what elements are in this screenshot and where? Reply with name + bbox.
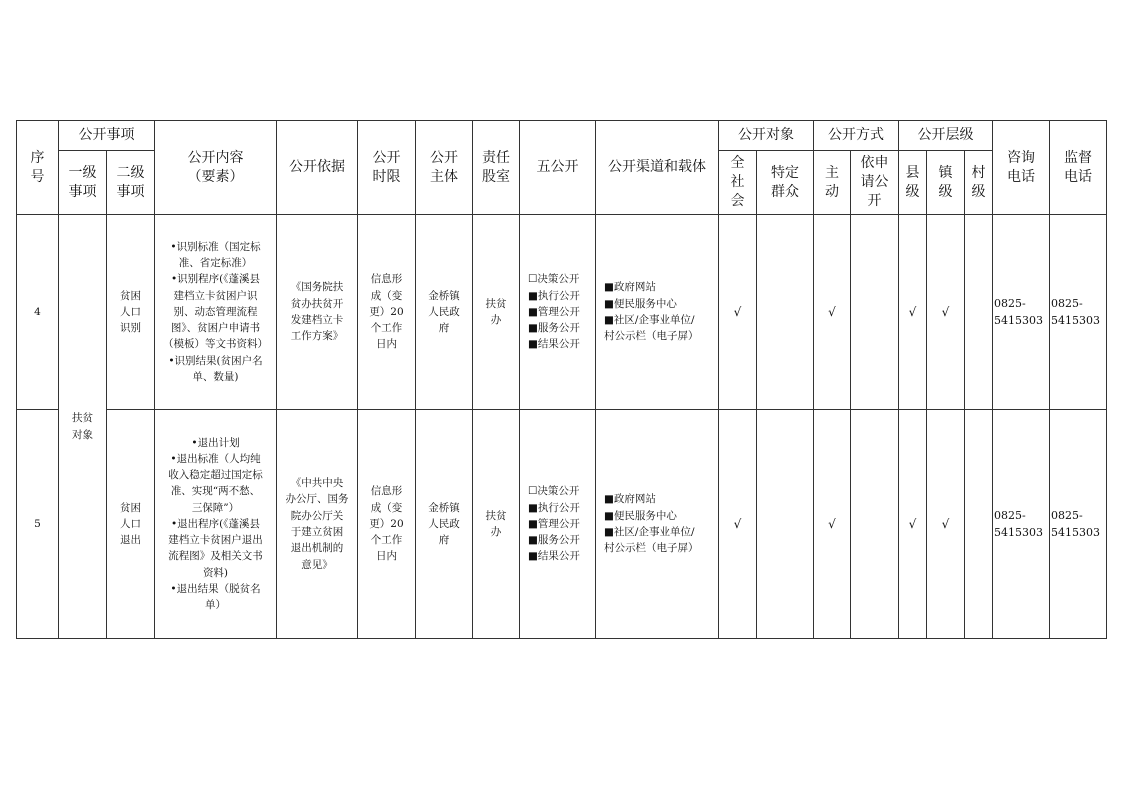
- content-item: •识别程序(《蓬溪县 建档立卡贫困户识 别、动态管理流程 图》、贫困户申请书 （模板）等文书资料）: [163, 273, 268, 351]
- five-public-item: ■执行公开: [528, 289, 580, 302]
- five-public-item: ■结果公开: [528, 338, 580, 351]
- header-five-public: 五公开: [520, 121, 596, 215]
- header-subject: 公开 主体: [416, 121, 473, 215]
- table-body: [17, 215, 1107, 639]
- five-public-item: ■服务公开: [528, 322, 580, 335]
- header-seq: 序 号: [17, 121, 59, 215]
- header-level-village: 村 级: [965, 151, 993, 215]
- channel-item: ■政府网站: [604, 493, 656, 506]
- channel-item: ■社区/企事业单位/ 村公示栏（电子屏）: [604, 314, 699, 343]
- row-level-village: [965, 410, 993, 639]
- row-consult-phone: 0825- 5415303: [993, 410, 1050, 639]
- five-public-item: ■服务公开: [528, 534, 580, 547]
- content-item: •退出标准（人均纯 收入稳定超过国定标 准、实现“两不愁、 三保障”）: [168, 452, 263, 514]
- disclosure-table: [16, 120, 1107, 639]
- row-subject: 金桥镇 人民政 府: [416, 410, 473, 639]
- row-method-active: √: [814, 410, 851, 639]
- header-basis: 公开依据: [277, 121, 358, 215]
- row-dept: 扶贫 办: [473, 215, 520, 410]
- row-channels: [596, 215, 719, 410]
- channel-item: ■社区/企事业单位/ 村公示栏（电子屏）: [604, 526, 699, 555]
- table-row: [17, 410, 1107, 639]
- header-content: 公开内容 （要素）: [155, 121, 277, 215]
- content-item: •退出程序(《蓬溪县 建档立卡贫困户退出 流程图》及相关文书 资料): [168, 517, 263, 579]
- header-supervise-phone: 监督 电话: [1050, 121, 1107, 215]
- header-level: 公开层级: [899, 121, 993, 151]
- header-time-limit: 公开 时限: [358, 121, 416, 215]
- header-consult-phone: 咨询 电话: [993, 121, 1050, 215]
- row-supervise-phone: 0825- 5415303: [1050, 215, 1107, 410]
- row-audience-specific: [757, 410, 814, 639]
- header-level1: 一级 事项: [59, 151, 107, 215]
- row-time-limit: 信息形 成（变 更）20 个工作 日内: [358, 410, 416, 639]
- row-channels: [596, 410, 719, 639]
- row-time-limit: 信息形 成（变 更）20 个工作 日内: [358, 215, 416, 410]
- level1-item: 扶贫 对象: [59, 215, 107, 639]
- row-level-town: √: [927, 410, 965, 639]
- row-audience-all: √: [719, 215, 757, 410]
- channel-item: ■便民服务中心: [604, 509, 677, 522]
- row-seq: 4: [17, 215, 59, 410]
- five-public-item: ■执行公开: [528, 501, 580, 514]
- header-level2: 二级 事项: [107, 151, 155, 215]
- content-item: •退出结果（脱贫名 单）: [170, 582, 261, 612]
- table-row: [17, 215, 1107, 410]
- content-item: •识别标准（国定标 准、省定标准）: [170, 240, 261, 270]
- header-level-county: 县 级: [899, 151, 927, 215]
- row-content: [155, 215, 277, 410]
- content-item: •识别结果(贫困户名 单、数量): [168, 354, 263, 383]
- five-public-item: ☐决策公开: [528, 273, 580, 286]
- row-method-request: [851, 410, 899, 639]
- row-content: [155, 410, 277, 639]
- five-public-item: ■结果公开: [528, 550, 580, 563]
- channel-item: ■便民服务中心: [604, 297, 677, 310]
- row-seq: 5: [17, 410, 59, 639]
- table-header: [17, 121, 1107, 215]
- row-level-county: √: [899, 215, 927, 410]
- row-level-county: √: [899, 410, 927, 639]
- channel-item: ■政府网站: [604, 281, 656, 294]
- row-dept: 扶贫 办: [473, 410, 520, 639]
- row-basis: 《中共中央 办公厅、国务 院办公厅关 于建立贫困 退出机制的 意见》: [277, 410, 358, 639]
- five-public-item: ■管理公开: [528, 305, 580, 318]
- header-audience-specific: 特定 群众: [757, 151, 814, 215]
- five-public-item: ■管理公开: [528, 517, 580, 530]
- row-level-town: √: [927, 215, 965, 410]
- row-level2: 贫困 人口 识别: [107, 215, 155, 410]
- row-method-request: [851, 215, 899, 410]
- row-consult-phone: 0825- 5415303: [993, 215, 1050, 410]
- row-five-public: [520, 215, 596, 410]
- row-supervise-phone: 0825- 5415303: [1050, 410, 1107, 639]
- header-method: 公开方式: [814, 121, 899, 151]
- header-level-town: 镇 级: [927, 151, 965, 215]
- header-audience: 公开对象: [719, 121, 814, 151]
- header-audience-all: 全 社 会: [719, 151, 757, 215]
- row-five-public: [520, 410, 596, 639]
- header-method-request: 依申 请公 开: [851, 151, 899, 215]
- row-audience-specific: [757, 215, 814, 410]
- content-item: •退出计划: [191, 436, 240, 449]
- row-audience-all: √: [719, 410, 757, 639]
- header-public-matter: 公开事项: [59, 121, 155, 151]
- header-channels: 公开渠道和载体: [596, 121, 719, 215]
- row-level-village: [965, 215, 993, 410]
- row-basis: 《国务院扶 贫办扶贫开 发建档立卡 工作方案》: [277, 215, 358, 410]
- header-dept: 责任 股室: [473, 121, 520, 215]
- five-public-item: ☐决策公开: [528, 485, 580, 498]
- row-level2: 贫困 人口 退出: [107, 410, 155, 639]
- header-method-active: 主 动: [814, 151, 851, 215]
- row-method-active: √: [814, 215, 851, 410]
- row-subject: 金桥镇 人民政 府: [416, 215, 473, 410]
